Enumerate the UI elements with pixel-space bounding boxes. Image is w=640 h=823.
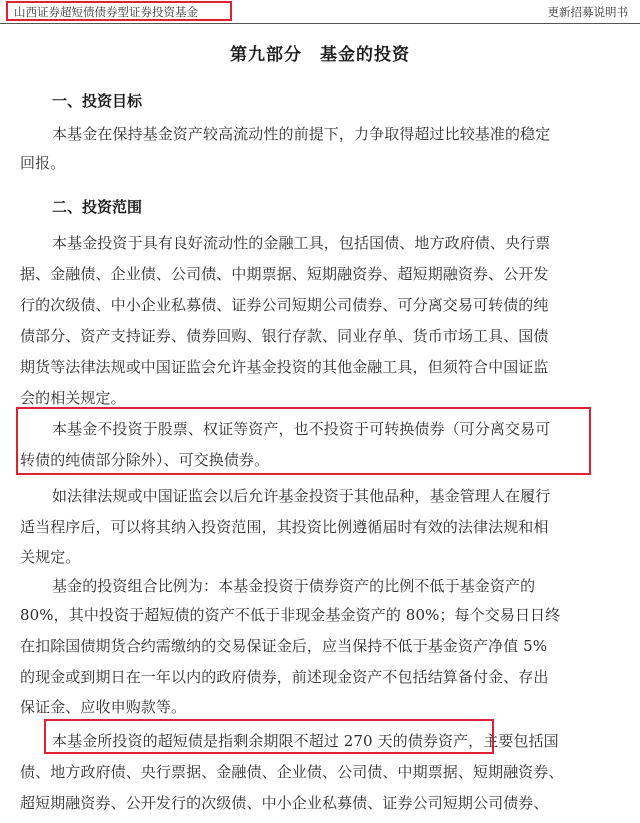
text-line: 据、金融债、企业债、公司债、中期票据、短期融资券、超短期融资券、公开发 (20, 265, 549, 283)
highlight-box-fund-name (6, 1, 232, 21)
text-line: 回报。 (20, 154, 66, 172)
text-line: 超短期融资券、公开发行的次级债、中小企业私募债、证券公司短期公司债券、 (20, 794, 549, 812)
text-line: 本基金在保持基金资产较高流动性的前提下，力争取得超过比较基准的稳定 (52, 125, 551, 143)
text-line: 80%，其中投资于超短债的资产不低于非现金基金资产的 80%；每个交易日日终 (20, 606, 561, 624)
text-line: 保证金、应收申购款等。 (20, 698, 187, 716)
text-line: 在扣除国债期货合约需缴纳的交易保证金后，应当保持不低于基金资产净值 5% (20, 637, 548, 655)
text-line: 适当程序后，可以将其纳入投资范围，其投资比例遵循届时有效的法律法规和相 (20, 518, 549, 536)
text-line: 本基金所投资的超短债是指剩余期限不超过 270 天的债券资产，主要包括国 (52, 732, 559, 750)
text-line: 关规定。 (20, 548, 81, 566)
text-line: 基金的投资组合比例为：本基金投资于债券资产的比例不低于基金资产的 (52, 577, 536, 595)
text-line: 如法律法规或中国证监会以后允许基金投资于其他品种，基金管理人在履行 (52, 487, 551, 505)
text-line: 本基金不投资于股票、权证等资产，也不投资于可转换债券（可分离交易可 (52, 420, 551, 438)
text-line: 期货等法律法规或中国证监会允许基金投资的其他金融工具，但须符合中国证监 (20, 358, 549, 376)
document-type: 更新招募说明书 (547, 5, 628, 19)
text-line: 债部分、资产支持证券、债券回购、银行存款、同业存单、货币市场工具、国债 (20, 327, 549, 345)
text-line: 转债的纯债部分除外）、可交换债券。 (20, 451, 270, 469)
text-line: 债、地方政府债、央行票据、金融债、企业债、公司债、中期票据、短期融资券、 (20, 763, 564, 781)
text-line: 本基金投资于具有良好流动性的金融工具，包括国债、地方政府债、央行票 (52, 234, 551, 252)
header-rule (0, 23, 640, 24)
text-line: 行的次级债、中小企业私募债、证券公司短期公司债券、可分离交易可转债的纯 (20, 296, 549, 314)
text-line: 会的相关规定。 (20, 389, 126, 407)
text-line: 的现金或到期日在一年以内的政府债券，前述现金资产不包括结算备付金、存出 (20, 668, 549, 686)
heading-investment-objective: 一、投资目标 (52, 92, 143, 110)
section-title: 第九部分 基金的投资 (230, 45, 410, 65)
fund-name: 山西证券超短债债券型证券投资基金 (14, 5, 198, 19)
heading-investment-scope: 二、投资范围 (52, 198, 143, 216)
